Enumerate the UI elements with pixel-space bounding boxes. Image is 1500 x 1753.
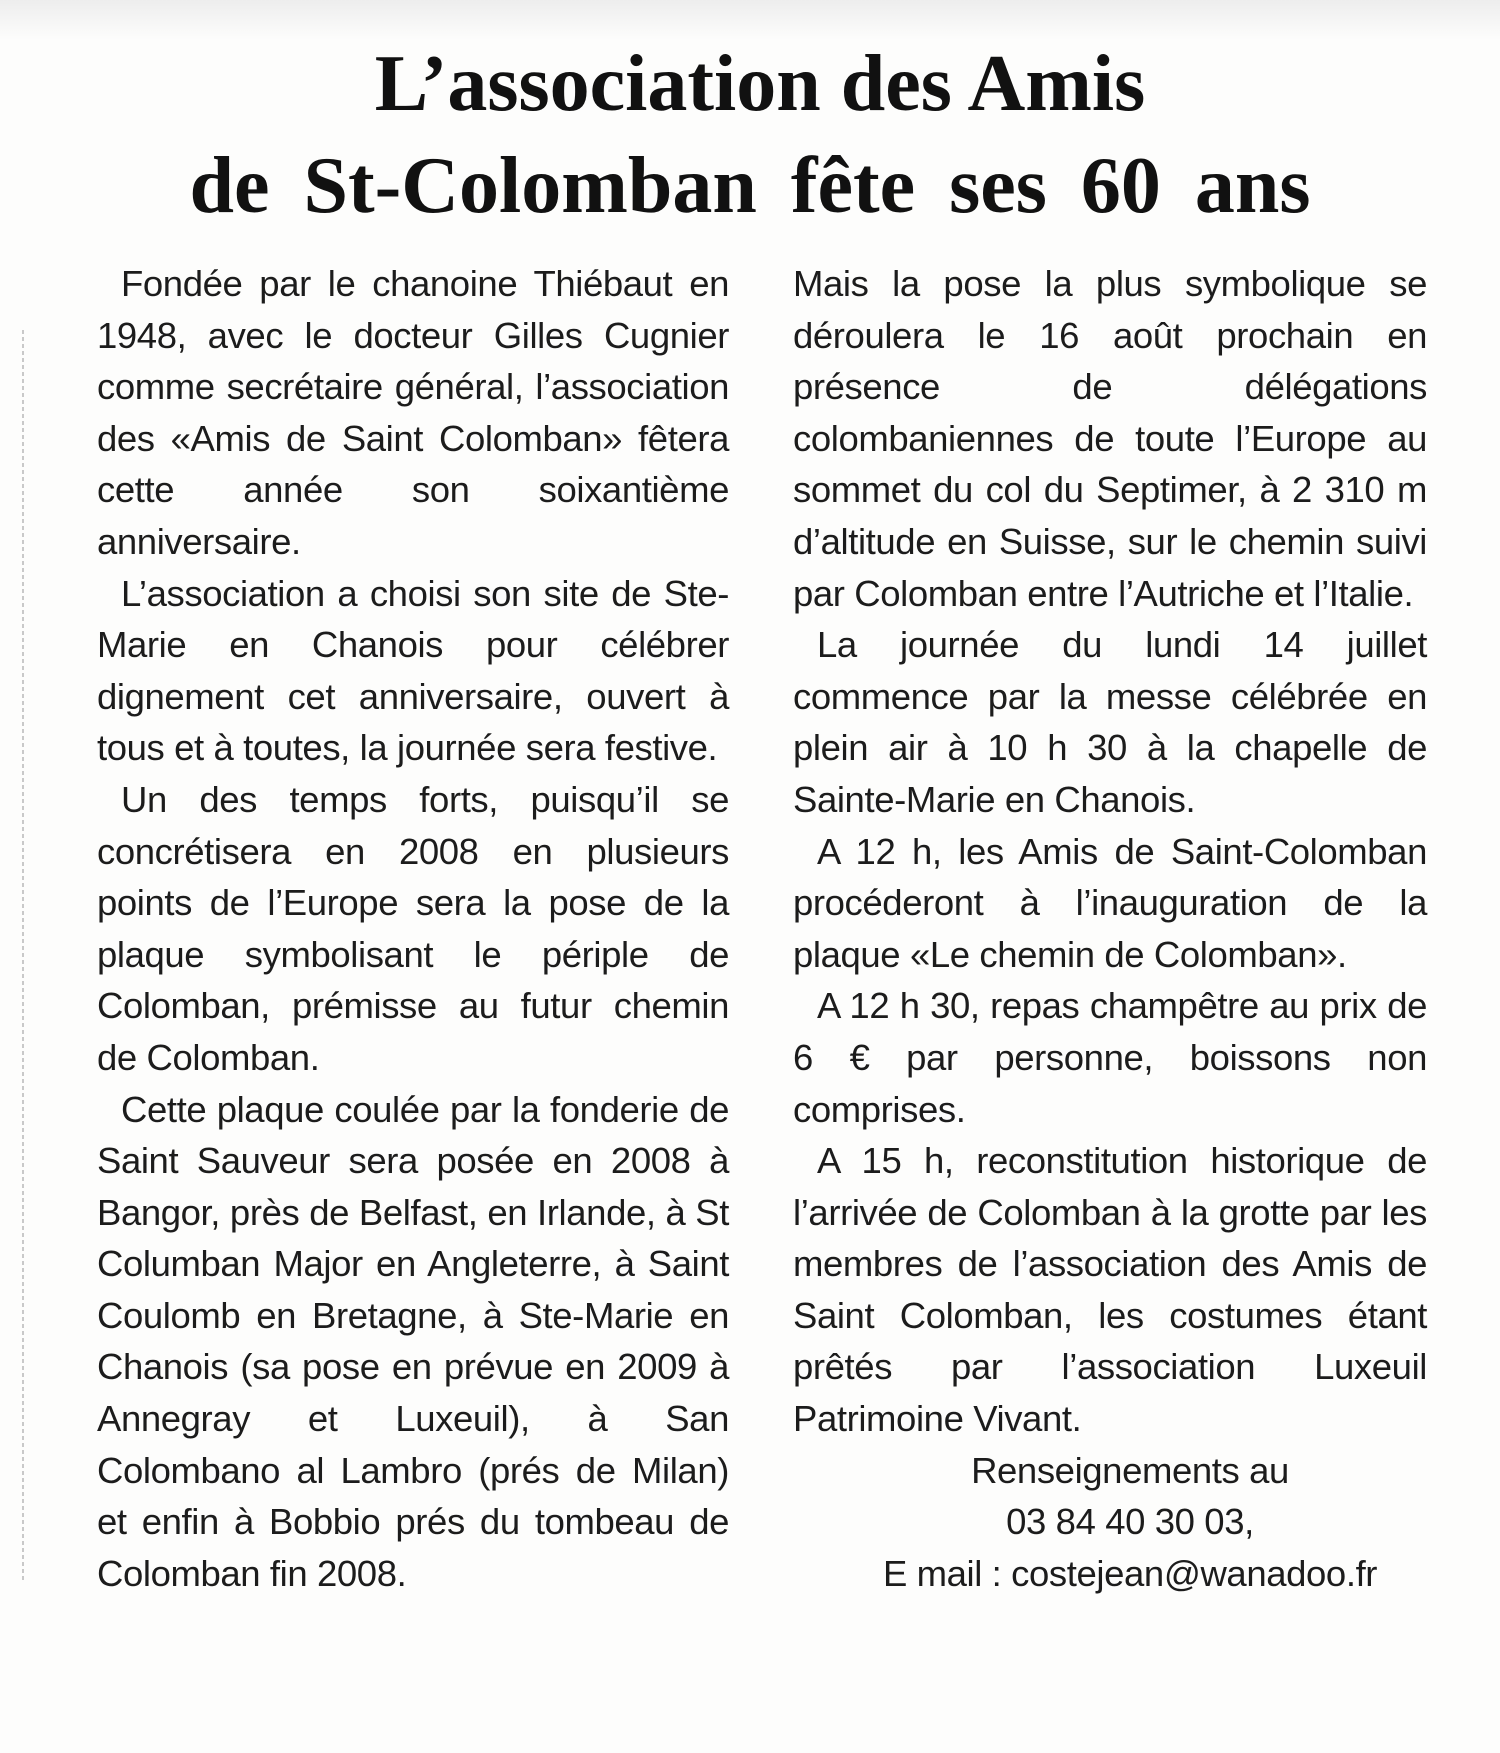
headline-line-2: de St-Colomban fête ses 60 ans	[189, 142, 1311, 230]
contact-label: Renseignements au	[971, 1449, 1289, 1491]
paragraph: Fondée par le chanoine Thiébaut en 1948, avec le docteur Gilles Cugnier comme secrétaire général, l’association des «Amis de Saint Colomban» fêtera cette année son soixantième anniversaire.	[97, 263, 729, 562]
contact-phone: 03 84 40 30 03,	[1006, 1501, 1254, 1543]
paragraph: A 12 h 30, repas champêtre au prix de 6 € par personne, boissons non comprises.	[793, 985, 1427, 1130]
paragraph: Cette plaque coulée par la fonderie de Saint Sauveur sera posée en 2008 à Bangor, près de Belfast, en Irlande, à St Columban Major en Angleterre, à Saint Coulomb en Bretagne, à Ste-Marie en Chanois (sa pose en prévue en 2009 à Annegray et Luxeuil), à San Colombano al Lambro (prés de Milan) et enfin à Bobbio prés du tombeau de Colomban fin 2008.	[97, 1088, 729, 1594]
article-column-left	[97, 258, 729, 1599]
article-column-right	[793, 258, 1427, 1599]
paragraph: La journée du lundi 14 juillet commence par la messe célébrée en plein air à 10 h 30 à la chapelle de Sainte-Marie en Chanois.	[793, 624, 1427, 820]
contact-email: E mail : costejean@wanadoo.fr	[882, 1552, 1378, 1594]
contact-info	[833, 1445, 1427, 1600]
headline-line-1: L’association des Amis	[374, 40, 1146, 128]
scan-fold-line	[22, 330, 24, 1580]
paragraph: Mais la pose la plus symbolique se déroulera le 16 août prochain en présence de délégations colombaniennes de toute l’Europe au sommet du col du Septimer, à 2 310 m d’altitude en Suisse, sur le chemin suivi par Colomban entre l’Autriche et l’Italie.	[793, 263, 1427, 614]
paragraph: L’association a choisi son site de Ste-Marie en Chanois pour célébrer dignement cet anniversaire, ouvert à tous et à toutes, la journée sera festive.	[97, 572, 729, 769]
scan-bleed-top	[0, 0, 1500, 40]
paragraph: Un des temps forts, puisqu’il se concrétisera en 2008 en plusieurs points de l’Europe sera la pose de la plaque symbolisant le périple de Colomban, prémisse au futur chemin de Colomban.	[97, 778, 729, 1078]
paragraph: A 12 h, les Amis de Saint-Colomban procéderont à l’inauguration de la plaque «Le chemin de Colomban».	[793, 830, 1427, 975]
paragraph: A 15 h, reconstitution historique de l’arrivée de Colomban à la grotte par les membres de l’association des Amis de Saint Colomban, les costumes étant prêtés par l’association Luxeuil Patrimoine Vivant.	[793, 1140, 1427, 1440]
